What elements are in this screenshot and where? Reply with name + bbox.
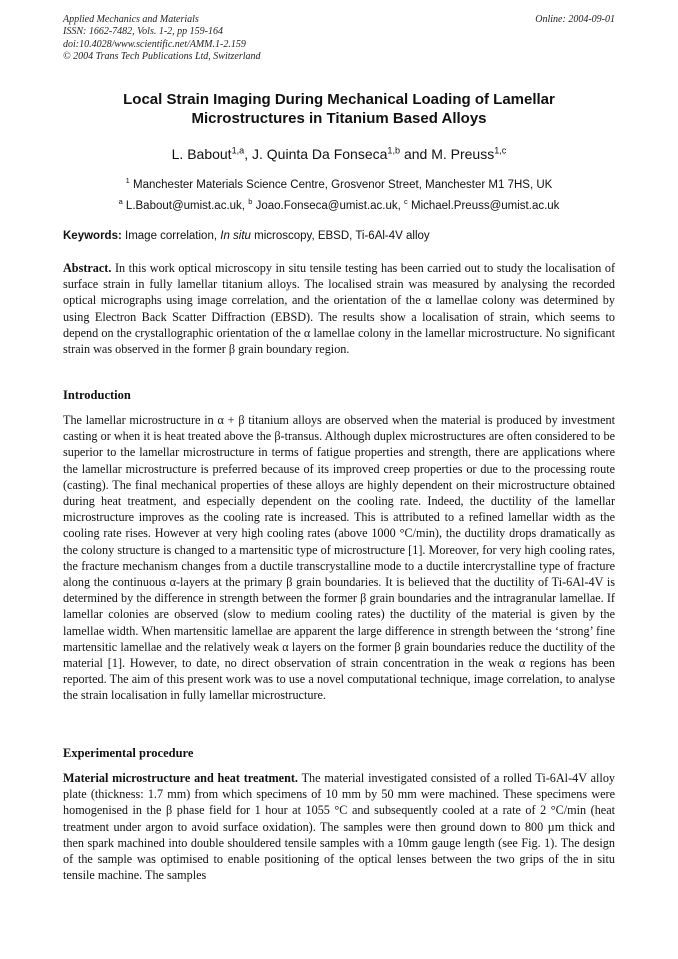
keywords-label: Keywords:: [63, 230, 122, 242]
email-link[interactable]: Michael.Preuss@umist.ac.uk: [410, 200, 560, 212]
experimental-heading: Experimental procedure: [63, 746, 194, 760]
author-name: L. Babout: [171, 146, 232, 162]
email-superscript: a: [118, 197, 123, 207]
journal-header: [63, 14, 615, 63]
affiliation-text: Manchester Materials Science Centre, Grosvenor Street, Manchester M1 7HS, UK: [133, 179, 553, 191]
author-name: J. Quinta Da Fonseca: [252, 146, 388, 162]
title-line-2: Microstructures in Titanium Based Alloys: [191, 110, 487, 127]
keywords-text: Image correlation,: [125, 230, 218, 242]
copyright-line: © 2004 Trans Tech Publications Ltd, Switzerland: [63, 50, 261, 62]
author-superscript: 1,a: [231, 145, 245, 156]
subsection-label: Material microstructure and heat treatment.: [63, 771, 298, 785]
author-separator: and: [403, 146, 428, 162]
introduction-heading: Introduction: [63, 388, 131, 402]
author-emails: [63, 199, 615, 213]
doi-line: doi:10.4028/www.scientific.net/AMM.1-2.159: [63, 38, 246, 50]
paper-title: [63, 90, 615, 128]
affiliation-superscript: 1: [125, 176, 130, 186]
journal-name: Applied Mechanics and Materials: [63, 14, 199, 25]
keywords-line: [63, 229, 615, 243]
abstract-paragraph: [63, 260, 615, 357]
email-superscript: c: [404, 197, 408, 207]
abstract-label: Abstract.: [63, 261, 112, 275]
experimental-text: The material investigated consisted of a rolled Ti-6Al-4V alloy plate (thickness: 1.7 mm) from which specimens of 10 mm by 50 mm were machined. These specimens were homogenised in the β phase field for 1 hour at 1055 °C and subsequently cooled at a rate of 2 °C/min (heat treatment under argon to avoid surface oxidation). The samples were then ground down to 800 µm thick and then spark machined into double shouldered tensile samples with a 10mm gauge length (see Fig. 1). The design of the sample was optimised to enable positioning of the optical lenses between the two grips of the in situ tensile machine. The samples: [63, 771, 616, 883]
experimental-paragraph: [63, 770, 615, 883]
email-link[interactable]: Joao.Fonseca@umist.ac.uk,: [255, 200, 401, 212]
keywords-italic: In situ: [220, 230, 251, 242]
author-superscript: 1,c: [494, 145, 507, 156]
affiliation: [63, 178, 615, 192]
author-list: L. Babout$^{1,a}$, J. Quinta Da Fonseca$^{1,b}$ and M. Preuss$^{1,c}$: [171, 145, 507, 162]
online-date: Online: 2004-09-01: [535, 14, 615, 25]
abstract-text: In this work optical microscopy in situ tensile testing has been carried out to study the localisation of surface strain in fully lamellar titanium alloys. The localised strain was measured by analysing the recorded optical micrographs using image correlation, and the orientation of the α lamellae colony was determined by using Electron Back Scatter Diffraction (EBSD). The results show a localisation of strain, which seems to depend on the crystallographic orientation of the α lamellae colony in the lamellar microstructure. No significant strain was observed in the former β grain boundary region.: [63, 261, 616, 357]
keywords-text: microscopy, EBSD, Ti-6Al-4V alloy: [254, 230, 430, 242]
author-name: M. Preuss: [431, 146, 495, 162]
email-superscript: b: [248, 197, 253, 207]
introduction-paragraph: The lamellar microstructure in α + β titanium alloys are observed when the material is produced by investment casting or when it is heat treated above the β-transus. Although duplex microstructures are often considered to be superior to the lamellar microstructure in terms of fatigue properties and strength, there are applications where the lamellar microstructure is preferred because of its improved creep properties or due to the processing route (casting). The final mechanical properties of these alloys are highly dependent on their microstructure obtained during heat treatment, and especially dependent on the cooling rate. Indeed, the ductility of the lamellar microstructure improves as the cooling rate is increased. This is attributed to a refined lamellar width as the cooling rate rises. However at very high cooling rates (above 1000 °C/min), the ductility drops dramatically as the colony structure is changed to a martensitic type of microstructure [1]. Moreover, for very high cooling rates, the fracture mechanism changes from a ductile transcrystalline mode to a ductile intercrystalline type of fracture along the continuous α-layers at the primary β grain boundaries. It is believed that the ductility of Ti-6Al-4V is determined by the difference in strength between the former β grain boundaries and the intragranular lamellae. If lamellar colonies are observed (slow to medium cooling rates) the ductility of the material is given by the lamellae width. When martensitic lamellae are apparent the large difference in strength between the ‘strong’ fine martensitic lamellae and the relatively weak α layers on the former β grain boundaries reduce the ductility of the material [1]. However, to date, no direct observation of strain concentration in the weak α regions has been reported. The aim of this present work was to use a novel computational technique, image correlation, to analyse the strain localisation in fully lamellar microstructure.: [63, 413, 615, 703]
issn-line: ISSN: 1662-7482, Vols. 1-2, pp 159-164: [63, 26, 223, 38]
author-superscript: 1,b: [387, 145, 401, 156]
email-link[interactable]: L.Babout@umist.ac.uk,: [125, 200, 245, 212]
title-line-1: Local Strain Imaging During Mechanical Loading of Lamellar: [123, 91, 555, 108]
